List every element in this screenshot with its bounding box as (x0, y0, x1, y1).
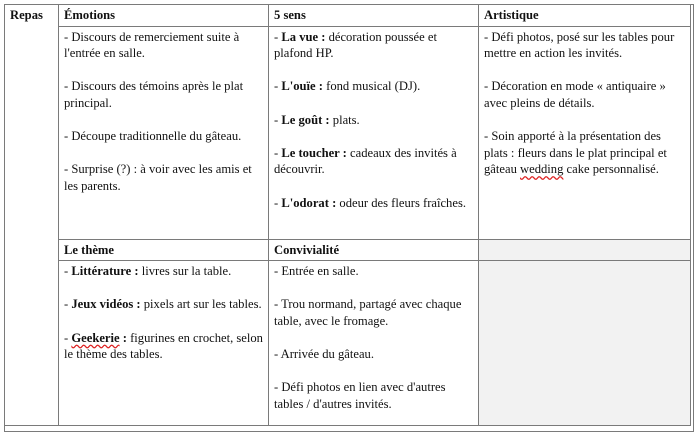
theme-item: - Geekerie : figurines en crochet, selon le thème des tables. (64, 330, 263, 362)
header-le-theme: Le thème (59, 239, 269, 261)
sens-text: décoration poussée et plafond HP. (274, 29, 437, 61)
theme-text: livres sur la table. (138, 264, 232, 279)
convivialite-item: - Entrée en salle. (274, 264, 359, 279)
artistique-item: - Décoration en mode « antiquaire » avec pleins de détails. (484, 79, 666, 110)
emotions-item: - Surprise (?) : à voir avec les amis et les parents. (64, 162, 252, 193)
sens-item: - Le toucher : cadeaux des invités à découvrir. (274, 145, 457, 177)
cell-le-theme (59, 261, 269, 426)
cell-convivialite (269, 261, 479, 426)
header-row-1 (5, 5, 691, 27)
artistique-item: - Défi photos, posé sur les tables pour mettre en action les invités. (484, 29, 675, 61)
theme-text: figurines en crochet, selon le thème des tables. (64, 330, 263, 362)
header-artistique: Artistique (479, 5, 691, 27)
emotions-item: - Discours de remerciement suite à l'entrée en salle. (64, 29, 240, 61)
artistique-text: - Soin apporté à la présentation des plats : fleurs dans le plat principal et gâteau (484, 129, 667, 177)
sens-text: fond musical (DJ). (322, 79, 421, 94)
theme-text: pixels art sur les tables. (140, 297, 262, 312)
theme-item: - Jeux vidéos : pixels art sur les tables. (64, 297, 262, 312)
cell-artistique (479, 26, 691, 239)
emotions-item: - Découpe traditionnelle du gâteau. (64, 129, 242, 144)
emotions-item: - Discours des témoins après le plat principal. (64, 79, 244, 110)
sens-term: La vue : (281, 29, 326, 44)
cell-5-sens (269, 26, 479, 239)
sens-text: plats. (329, 112, 360, 127)
sens-term: Le goût : (281, 112, 330, 127)
sens-item: - L'ouïe : fond musical (DJ). (274, 79, 421, 94)
sens-text: odeur des fleurs fraîches. (336, 195, 466, 210)
theme-item: - Littérature : livres sur la table. (64, 264, 232, 279)
row-label-repas: Repas (5, 5, 59, 426)
sens-term: L'ouïe : (281, 79, 323, 94)
sens-text: cadeaux des invités à découvrir. (274, 145, 457, 177)
sens-term: Le toucher : (281, 145, 347, 160)
convivialite-item: - Trou normand, partagé avec chaque table, avec le fromage. (274, 297, 462, 328)
artistique-item (484, 128, 686, 178)
empty-content-cell (479, 261, 691, 426)
content-row-2 (5, 261, 691, 426)
header-convivialite: Convivialité (269, 239, 479, 261)
spellcheck-underlined-word: wedding (520, 162, 564, 177)
convivialite-item: - Arrivée du gâteau. (274, 347, 375, 362)
theme-term-colon: : (119, 330, 127, 345)
convivialite-item: - Défi photos en lien avec d'autres tables / d'autres invités. (274, 380, 446, 411)
header-row-2 (5, 239, 691, 261)
sens-term: L'odorat : (281, 195, 337, 210)
sens-item: - La vue : décoration poussée et plafond HP. (274, 29, 437, 61)
theme-term: Jeux vidéos : (71, 297, 141, 312)
empty-header-cell (479, 239, 691, 261)
wedding-plan-table (4, 4, 691, 426)
artistique-text: cake personnalisé. (563, 162, 659, 177)
cell-emotions (59, 26, 269, 239)
content-row-1 (5, 26, 691, 239)
theme-term: Littérature : (71, 264, 139, 279)
sens-item: - L'odorat : odeur des fleurs fraîches. (274, 195, 466, 210)
header-emotions: Émotions (59, 5, 269, 27)
sens-item: - Le goût : plats. (274, 112, 360, 127)
header-5-sens: 5 sens (269, 5, 479, 27)
theme-term: Geekerie (71, 330, 120, 345)
